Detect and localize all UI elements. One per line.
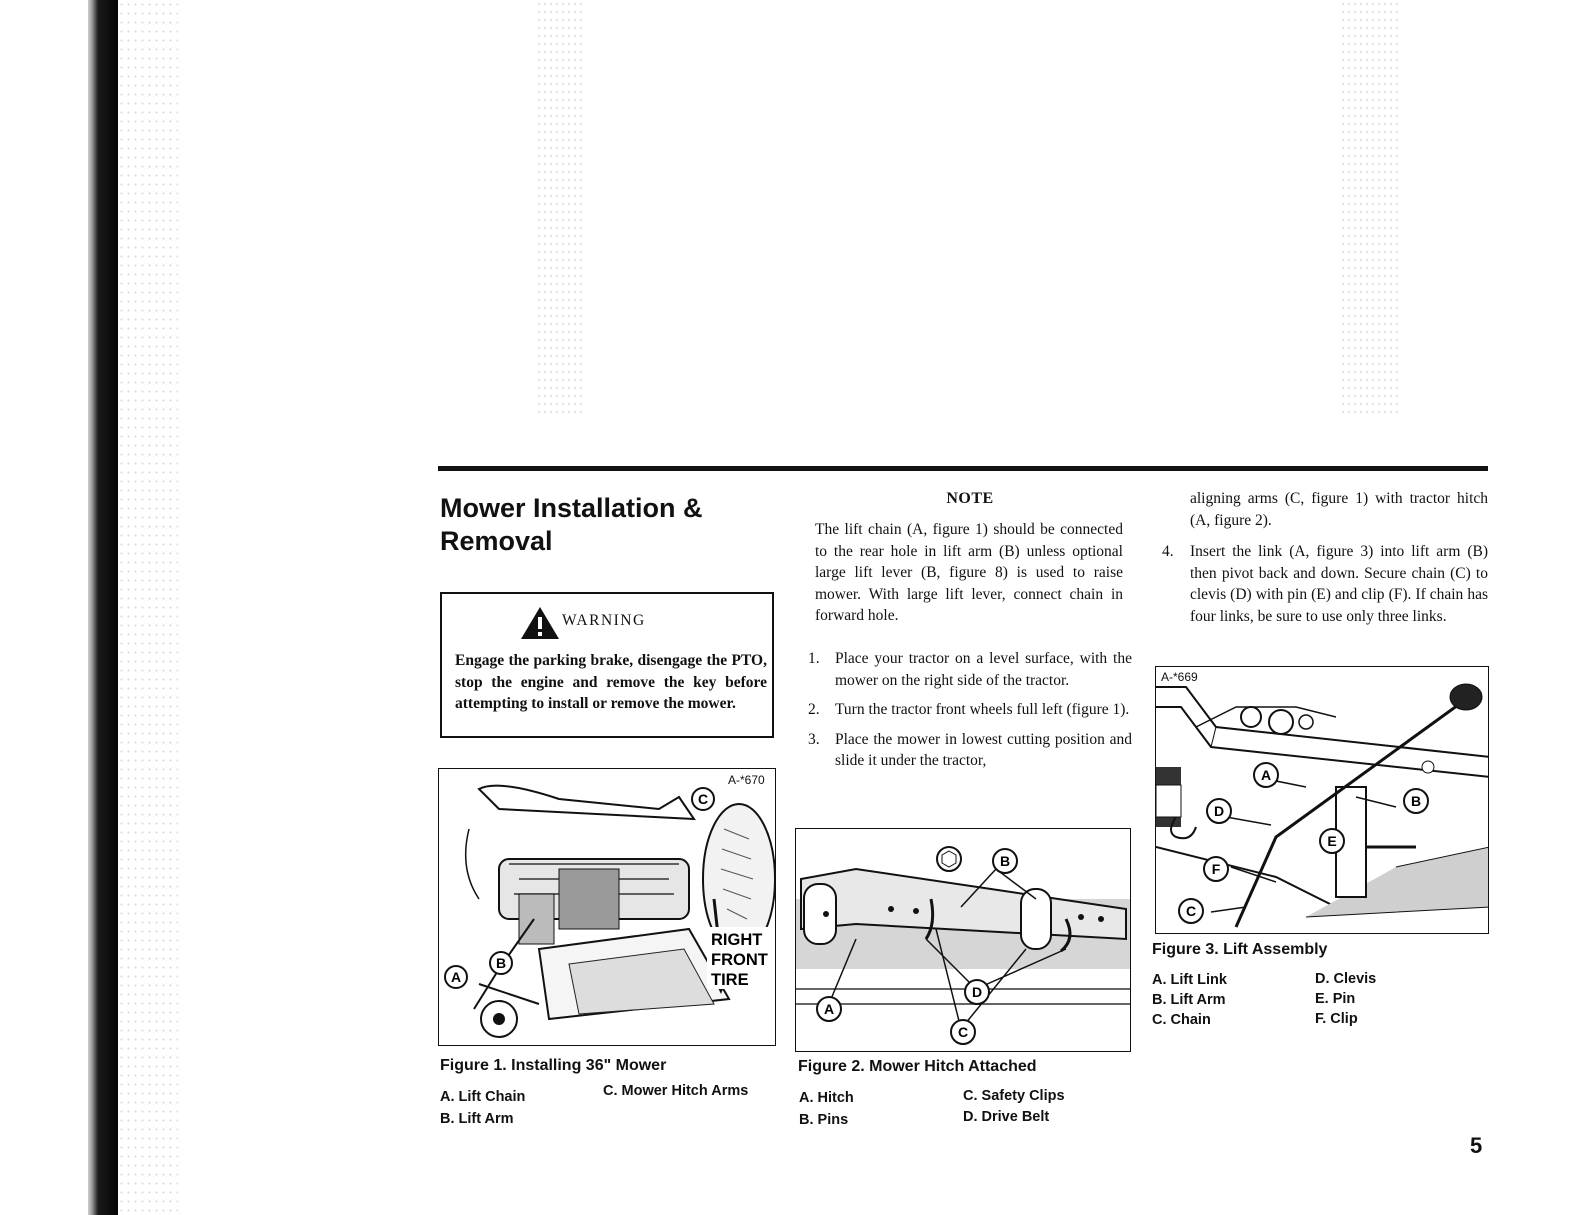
legend-item: B. Lift Arm — [440, 1111, 514, 1127]
step-text: Place your tractor on a level surface, with the mower on the right side of the tractor. — [835, 650, 1132, 689]
figure-2-callout-a: A — [823, 1001, 835, 1017]
figure-1-tire-label-line-1: RIGHT — [711, 931, 763, 949]
figure-3-callout-e: E — [1327, 833, 1337, 849]
spine-texture — [118, 0, 178, 1215]
legend-item: D. Clevis — [1315, 971, 1377, 987]
figure-3-legend-right — [1315, 969, 1376, 1029]
step-text: Insert the link (A, figure 3) into lift arm (B) then pivot back and down. Secure chain (C) to clevis (D) with pin (E) and clip (F). If chain has four links, be sure to use only three links. — [1190, 543, 1488, 625]
step-item — [1162, 541, 1488, 627]
right-column-text — [1162, 488, 1488, 635]
legend-item: B. Pins — [799, 1112, 849, 1128]
figure-2-legend-right — [963, 1086, 1065, 1127]
warning-title: WARNING — [562, 612, 646, 629]
figure-3-callout-a: A — [1260, 767, 1272, 783]
legend-item: B. Lift Arm — [1152, 992, 1226, 1008]
figure-1-callout-a: A — [450, 969, 462, 985]
figure-2-callout-b: B — [999, 853, 1011, 869]
section-rule — [438, 466, 1488, 471]
step-item — [808, 648, 1132, 691]
figure-3-illustration — [1155, 666, 1489, 934]
step-number: 4. — [1162, 543, 1174, 560]
figure-1-tire-label-line-2: FRONT — [711, 951, 768, 969]
step-text: Place the mower in lowest cutting position and slide it under the tractor, — [835, 730, 1132, 769]
legend-item: C. Safety Clips — [963, 1088, 1065, 1104]
figure-1-tire-label-line-3: TIRE — [711, 971, 749, 989]
step-text: Turn the tractor front wheels full left (figure 1). — [835, 701, 1130, 718]
page-title: Mower Installation & Removal — [440, 493, 703, 556]
figure-2-legend-left — [799, 1088, 854, 1130]
legend-item: C. Chain — [1152, 1012, 1211, 1028]
figure-1-illustration — [438, 768, 776, 1046]
figure-3-callout-f: F — [1211, 861, 1221, 877]
legend-item: D. Drive Belt — [963, 1109, 1050, 1125]
figure-1-legend-right — [603, 1081, 748, 1101]
bleed-through-left — [536, 0, 584, 415]
legend-item: A. Hitch — [799, 1090, 854, 1106]
note-text: The lift chain (A, figure 1) should be connected to the rear hole in lift arm (B) unless optional large lift lever (B, figure 8) is used to raise mower. With large lift lever, connect chain in forward hole. — [815, 521, 1123, 624]
figure-2-callout-c: C — [957, 1024, 969, 1040]
legend-item: E. Pin — [1315, 991, 1356, 1007]
step-number: 1. — [808, 650, 820, 667]
figure-2-callout-d: D — [971, 984, 983, 1000]
figure-3-drawing — [1156, 667, 1489, 934]
figure-2-caption: Figure 2. Mower Hitch Attached — [798, 1058, 1037, 1075]
figure-1-legend-left — [440, 1087, 525, 1129]
figure-2-drawing — [796, 829, 1131, 1052]
installation-steps — [808, 648, 1132, 780]
bleed-through-right — [1340, 0, 1400, 415]
figure-2-illustration — [795, 828, 1131, 1052]
binding-spine — [88, 0, 118, 1215]
step-number: 3. — [808, 730, 820, 748]
page-number: 5 — [1470, 1133, 1483, 1158]
legend-item: C. Mower Hitch Arms — [603, 1083, 749, 1099]
step-3-continued: aligning arms (C, figure 1) with tractor hitch (A, figure 2). — [1190, 490, 1488, 529]
warning-box — [440, 592, 774, 738]
legend-item: A. Lift Link — [1152, 972, 1227, 988]
note-title: NOTE — [946, 490, 994, 507]
step-number: 2. — [808, 701, 820, 718]
step-item — [808, 729, 1132, 772]
figure-1-drawing — [439, 769, 776, 1046]
figure-3-caption: Figure 3. Lift Assembly — [1152, 941, 1328, 958]
warning-text: Engage the parking brake, disengage the PTO, stop the engine and remove the key before attempting to install or remove the mower. — [455, 652, 767, 712]
figure-3-callout-c: C — [1185, 903, 1197, 919]
figure-1-callout-c: C — [697, 791, 709, 807]
figure-1-caption: Figure 1. Installing 36" Mower — [440, 1057, 667, 1074]
figure-3-id: A-*669 — [1161, 670, 1201, 684]
figure-3-callout-d: D — [1213, 803, 1225, 819]
figure-1-id: A-*670 — [728, 773, 765, 787]
legend-item: F. Clip — [1315, 1011, 1358, 1027]
figure-3-callout-b: B — [1410, 793, 1422, 809]
figure-1-callout-b: B — [495, 955, 507, 971]
legend-item: A. Lift Chain — [440, 1089, 526, 1105]
step-item — [808, 699, 1132, 721]
figure-3-legend-left — [1152, 970, 1227, 1030]
